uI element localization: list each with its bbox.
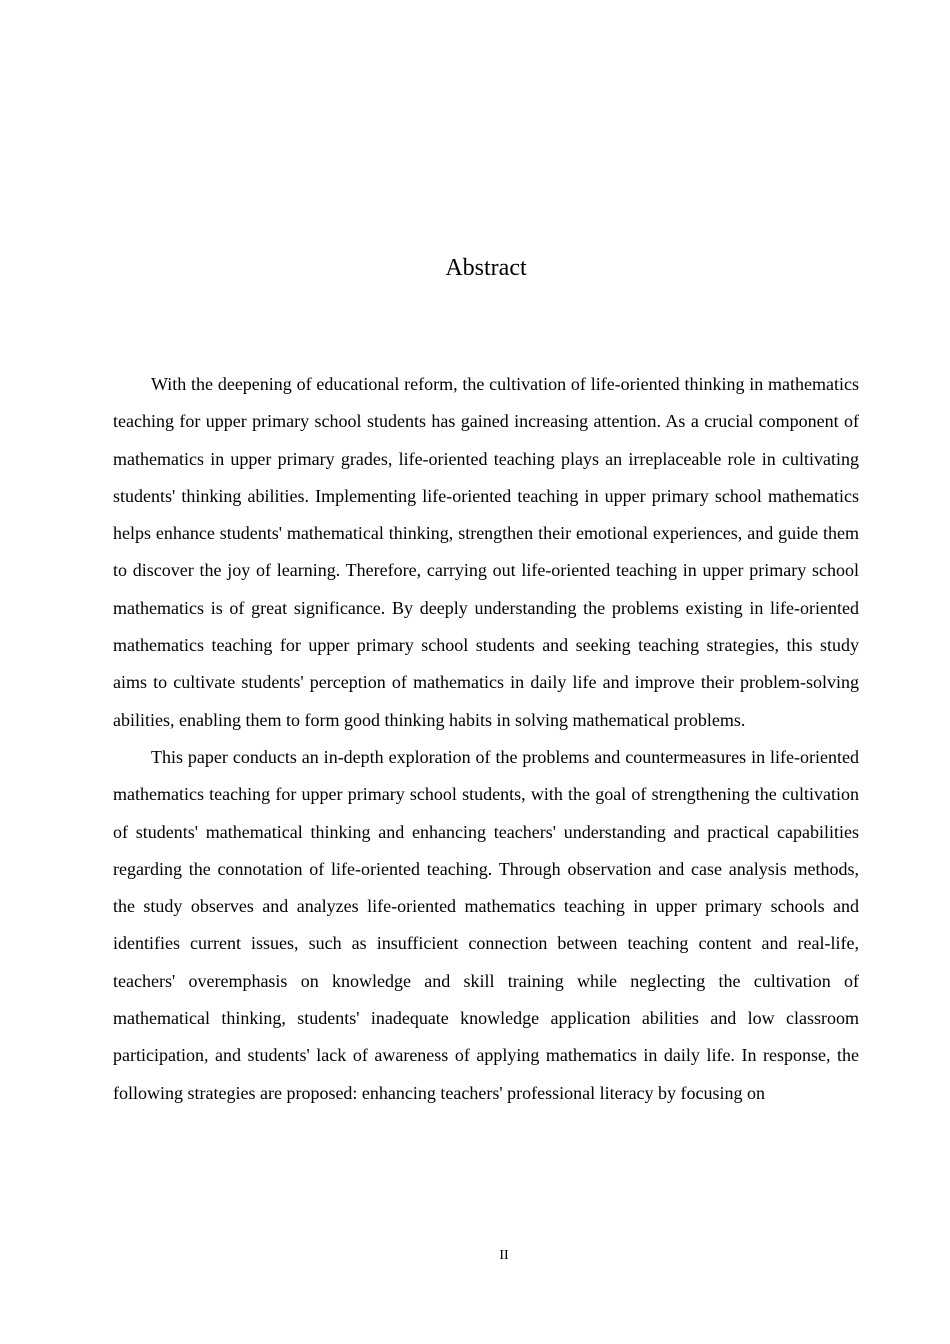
page-number: II [499, 1248, 509, 1263]
abstract-paragraph-2: This paper conducts an in-depth exploration of the problems and countermeasures in life-oriented mathematics teaching for upper primary school students, with the goal of strengthening the cultivation of students' mathematical thinking and enhancing teachers' understanding and practical capabilities regarding the connotation of life-oriented teaching. Through observation and case analysis methods, the study observes and analyzes life-oriented mathematics teaching in upper primary schools and identifies current issues, such as insufficient connection between teaching content and real-life, teachers' overemphasis on knowledge and skill training while neglecting the cultivation of mathematical thinking, students' inadequate knowledge application abilities and low classroom participation, and students' lack of awareness of applying mathematics in daily life. In response, the following strategies are proposed: enhancing teachers' professional literacy by focusing on [113, 746, 859, 1103]
abstract-body [113, 366, 859, 1112]
page-title: Abstract [445, 255, 527, 281]
abstract-paragraph-1: With the deepening of educational reform, the cultivation of life-oriented thinking in mathematics teaching for upper primary school students has gained increasing attention. As a crucial component of mathematics in upper primary grades, life-oriented teaching plays an irreplaceable role in cultivating students' thinking abilities. Implementing life-oriented teaching in upper primary school mathematics helps enhance students' mathematical thinking, strengthen their emotional experiences, and guide them to discover the joy of learning. Therefore, carrying out life-oriented teaching in upper primary school mathematics is of great significance. By deeply understanding the problems existing in life-oriented mathematics teaching for upper primary school students and seeking teaching strategies, this study aims to cultivate students' perception of mathematics in daily life and improve their problem-solving abilities, enabling them to form good thinking habits in solving mathematical problems. [113, 374, 859, 730]
